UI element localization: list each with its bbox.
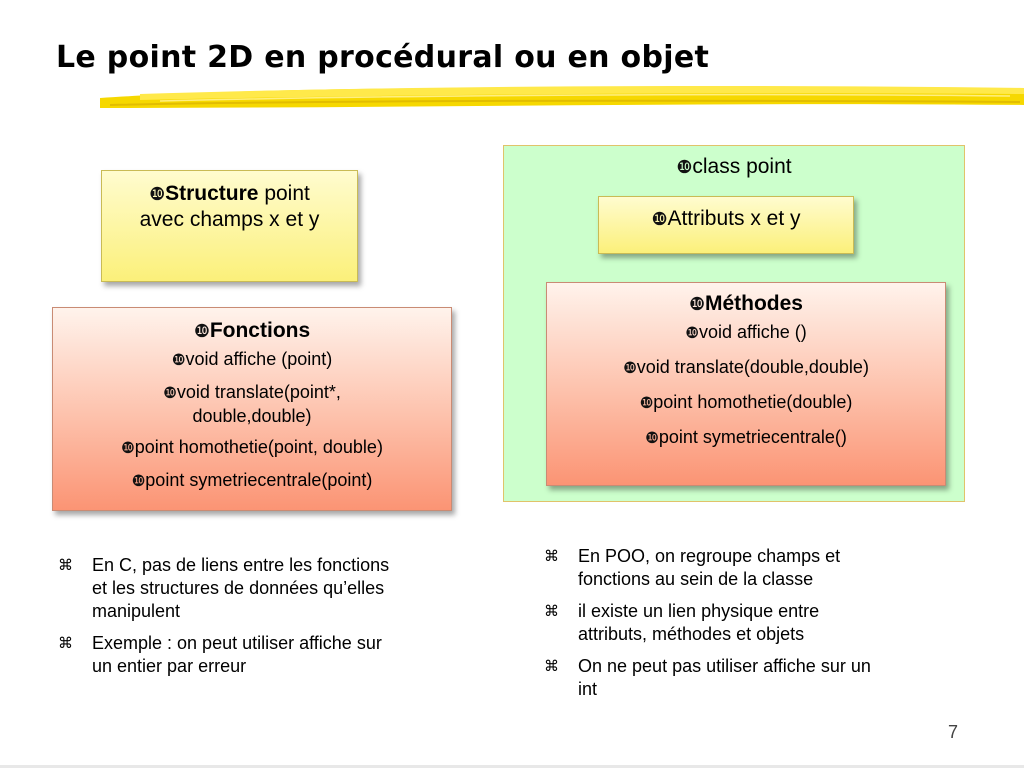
methodes-box [546,282,946,486]
note-line: il existe un lien physique entre [578,601,820,621]
methodes-heading: Méthodes [704,292,803,315]
note-line: Exemple : on peut utiliser affiche sur [92,633,382,653]
methode-item: void affiche () [699,322,807,342]
list-item [58,554,498,623]
bullet-icon: ❿ [121,440,135,457]
structure-keyword: Structure [165,182,259,205]
slide-title: Le point 2D en procédural ou en objet [56,40,710,75]
note-line: attributs, méthodes et objets [578,624,805,644]
note-line: En POO, on regroupe champs et [578,546,841,566]
note-line: un entier par erreur [92,656,247,676]
list-item [58,632,498,678]
command-icon: ⌘ [58,557,73,574]
fonctions-box [52,307,452,511]
fonction-item: void translate(point*, [176,382,341,402]
command-icon: ⌘ [58,635,73,652]
note-line: En C, pas de liens entre les fonctions [92,555,390,575]
structure-line2: avec champs x et y [139,208,320,231]
highlighter-stroke [100,78,1024,112]
fonction-item: point symetriecentrale(point) [145,470,373,490]
bullet-icon: ❿ [685,325,699,342]
right-notes-list [544,545,984,710]
methode-item: point homothetie(double) [653,392,853,412]
list-item [544,600,984,646]
attributs-box [598,196,854,254]
structure-box [101,170,358,282]
page-number: 7 [947,722,958,742]
bullet-icon: ❿ [645,430,659,447]
methode-item: point symetriecentrale() [658,427,847,447]
bullet-icon: ❿ [149,184,166,204]
bullet-icon: ❿ [688,294,705,314]
methode-item: void translate(double,double) [636,357,869,377]
bullet-icon: ❿ [623,360,637,377]
list-item [544,655,984,701]
bullet-icon: ❿ [163,385,177,402]
fonctions-heading: Fonctions [209,319,311,342]
class-heading: class point [692,155,792,178]
command-icon: ⌘ [544,548,559,565]
note-line: et les structures de données qu’elles [92,578,385,598]
list-item [544,545,984,591]
bullet-icon: ❿ [171,352,186,369]
bullet-icon: ❿ [651,209,668,229]
fonction-item: point homothetie(point, double) [134,437,383,457]
bullet-icon: ❿ [131,473,146,490]
structure-text: point [258,182,310,205]
note-line: int [578,679,598,699]
bullet-icon: ❿ [676,157,693,177]
attributs-text: Attributs x et y [667,207,801,230]
note-line: manipulent [92,601,181,621]
fonction-item-cont: double,double) [192,406,312,426]
note-line: On ne peut pas utiliser affiche sur un [578,656,871,676]
note-line: fonctions au sein de la classe [578,569,814,589]
command-icon: ⌘ [544,658,559,675]
bullet-icon: ❿ [193,321,210,341]
command-icon: ⌘ [544,603,559,620]
bullet-icon: ❿ [639,395,654,412]
left-notes-list [58,554,498,687]
fonction-item: void affiche (point) [185,349,333,369]
